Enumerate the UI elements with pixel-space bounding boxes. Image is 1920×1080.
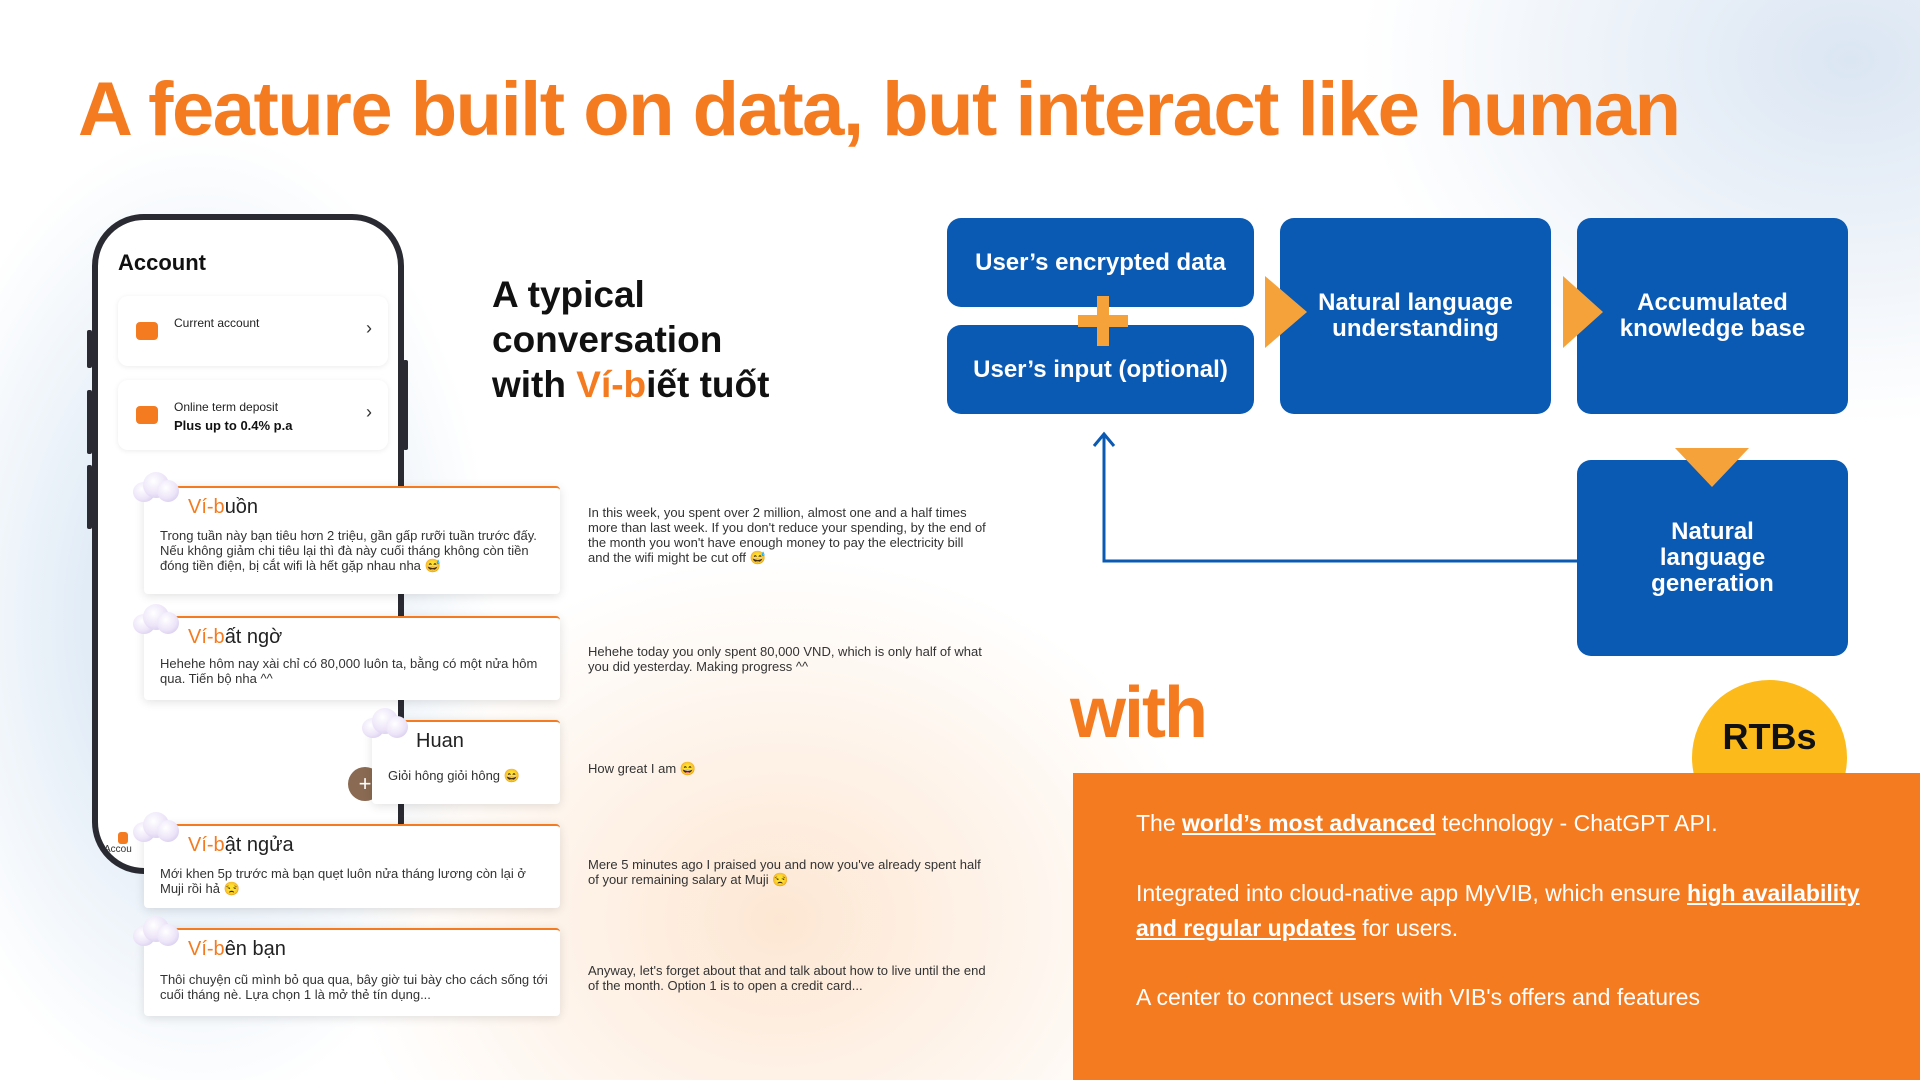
nlg-box: Natural language generation <box>1577 460 1848 656</box>
with-label: with <box>1070 673 1206 753</box>
heading-line-1: A typical <box>492 274 645 315</box>
rtb-point-3: A center to connect users with VIB's offers and features <box>1136 984 1700 1010</box>
heading-line-3: with Ví-biết tuốt <box>492 364 770 405</box>
message-sender: Huan <box>416 730 464 752</box>
message-sender: Ví-bên bạn <box>188 938 286 960</box>
message-translation: Anyway, let's forget about that and talk about how to live until the end of the month. Option 1 is to open a credit card... <box>588 963 986 993</box>
phone-header: Account <box>118 250 206 275</box>
message-text: Thôi chuyện cũ mình bỏ qua qua, bây giờ tui bày cho cách sống tới cuối tháng nè. Lựa chọn 1 là mở thẻ tín dụng... <box>160 972 548 1002</box>
message-text: Trong tuần này bạn tiêu hơn 2 triệu, gần gấp rưỡi tuần trước đấy. Nếu không giảm chi tiêu lại thì đà này cuối tháng không còn tiền đóng tiền điện, bị cắt wifi là hết gặp nhau nha 😅 <box>160 528 537 573</box>
rtb-link[interactable]: high availability and regular updates <box>1136 880 1860 941</box>
arrow-down-icon <box>1675 448 1749 487</box>
feedback-line <box>1104 436 1577 561</box>
heading-line-2: conversation <box>492 319 723 360</box>
message-text: Giỏi hông giỏi hông 😄 <box>388 768 520 783</box>
current-account-label: Current account <box>174 316 260 330</box>
message-translation: Mere 5 minutes ago I praised you and now you've already spent half of your remaining salary at Muji 😒 <box>588 857 981 887</box>
message-sender: Ví-buồn <box>188 496 259 518</box>
bottom-nav-label: Accou <box>104 844 132 855</box>
arrow-right-icon <box>1265 276 1307 348</box>
message-text: Hehehe hôm nay xài chỉ có 80,000 luôn ta, bằng có một nửa hôm qua. Tiến bộ nha ^^ <box>160 656 538 686</box>
arrow-right-icon <box>1563 276 1603 348</box>
chevron-right-icon: › <box>366 402 372 422</box>
message-sender: Ví-bất ngờ <box>188 626 283 648</box>
nlu-box: Natural language understanding <box>1280 218 1551 414</box>
page-title: A feature built on data, but interact like human <box>78 67 1680 152</box>
message-translation: Hehehe today you only spent 80,000 VND, which is only half of what you did yesterday. Making progress ^^ <box>588 644 982 674</box>
chevron-right-icon: › <box>366 318 372 338</box>
rtb-label: RTBs <box>1722 716 1817 757</box>
rtb-point-1: The world’s most advanced technology - ChatGPT API. <box>1136 810 1718 836</box>
rtb-link[interactable]: world’s most advanced <box>1182 810 1436 836</box>
term-deposit-rate: Plus up to 0.4% p.a <box>174 418 293 433</box>
message-translation: In this week, you spent over 2 million, almost one and a half times more than last week. If you don't reduce your spending, by the end of the month you won't have enough money to pay the electricity bill and the wifi might be cut off 😅 <box>588 505 986 565</box>
encrypted-data-box: User’s encrypted data <box>947 218 1254 307</box>
message-translation: How great I am 😄 <box>588 761 696 776</box>
user-input-box: User’s input (optional) <box>947 325 1254 414</box>
message-sender: Ví-bật ngửa <box>188 834 294 856</box>
message-text: Mới khen 5p trước mà bạn quẹt luôn nửa tháng lương còn lại ở Muji rồi hả 😒 <box>160 866 526 896</box>
knowledge-base-box: Accumulated knowledge base <box>1577 218 1848 414</box>
term-deposit-label: Online term deposit <box>174 400 279 414</box>
add-icon[interactable]: + <box>348 767 382 801</box>
rtb-point-2: Integrated into cloud-native app MyVIB, which ensure high availability and regular updates for users. <box>1136 880 1860 941</box>
